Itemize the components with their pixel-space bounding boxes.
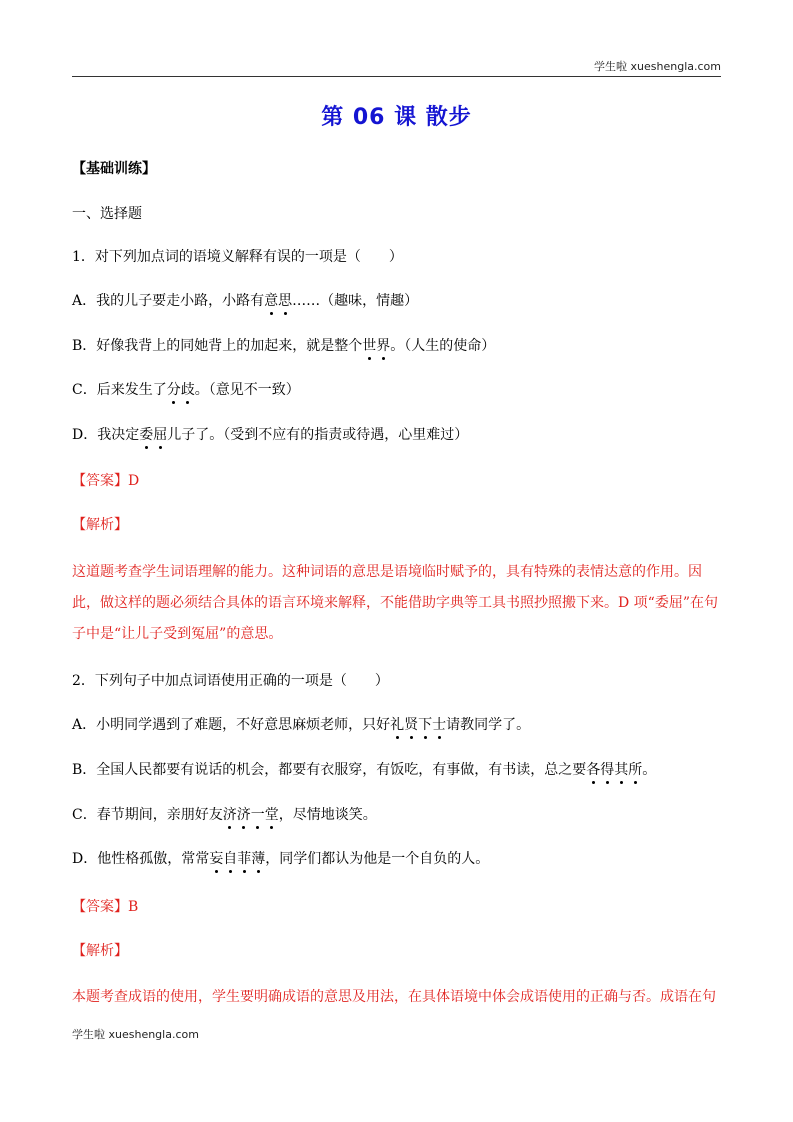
q1-analysis: 这道题考查学生词语理解的能力。这种词语的意思是语境临时赋予的，具有特殊的表情达意的作用。因此，做这样的题必须结合具体的语言环境来解释，不能借助字典等工具书照抄照搬下来。D 项“委屈”在句子中是“让儿子受到冤屈”的意思。 — [72, 564, 718, 642]
q2-d-pre: D．他性格孤傲，常常 — [72, 851, 210, 867]
q1-a-post: ……（趣味，情趣） — [292, 293, 419, 309]
dotted-char: 菲 — [237, 851, 252, 867]
header-site: 学生啦 xueshengla.com — [594, 60, 721, 73]
dotted-char: 委 — [139, 427, 154, 443]
dotted-char: 得 — [600, 762, 615, 778]
dotted-char: 薄 — [251, 851, 266, 867]
q2-option-a — [72, 716, 530, 734]
dotted-char: 意 — [264, 293, 279, 309]
dotted-char: 思 — [278, 293, 293, 309]
footer-site: 学生啦 xueshengla.com — [72, 1028, 199, 1041]
q1-c-pre: C．后来发生了 — [72, 382, 167, 398]
q1-d-post: 儿子了。（受到不应有的指责或待遇，心里难过） — [167, 427, 469, 443]
dotted-char: 其 — [614, 762, 629, 778]
dotted-char: 界 — [376, 338, 391, 354]
q2-c-post: ，尽情地谈笑。 — [278, 807, 377, 823]
q1-option-a — [72, 292, 418, 310]
section-heading: 【基础训练】 — [72, 161, 156, 177]
question-type: 一、选择题 — [72, 206, 142, 222]
q1-stem: 1．对下列加点词的语境义解释有误的一项是（ ） — [72, 249, 403, 265]
q1-b-post: 。（人生的使命） — [390, 338, 496, 354]
q2-b-post: 。 — [642, 762, 657, 778]
dotted-char: 歧 — [180, 382, 195, 398]
q1-option-b — [72, 337, 495, 355]
dotted-char: 下 — [418, 717, 433, 733]
dotted-char: 世 — [362, 338, 377, 354]
dotted-char: 一 — [250, 807, 265, 823]
dotted-char: 屈 — [153, 427, 168, 443]
q1-analysis-label: 【解析】 — [72, 517, 128, 533]
q1-option-d — [72, 426, 468, 444]
q2-d-post: ，同学们都认为他是一个自负的人。 — [265, 851, 490, 867]
page-title: 第 06 课 散步 — [321, 105, 472, 130]
header-divider — [72, 76, 721, 77]
q2-analysis: 本题考查成语的使用，学生要明确成语的意思及用法，在具体语境中体会成语使用的正确与否。成语在句 — [72, 989, 716, 1005]
dotted-char: 士 — [432, 717, 447, 733]
q1-d-pre: D．我决定 — [72, 427, 140, 443]
q2-a-post: 请教同学了。 — [446, 717, 531, 733]
q2-option-b — [72, 761, 656, 779]
dotted-char: 堂 — [264, 807, 279, 823]
dotted-char: 自 — [223, 851, 238, 867]
q2-answer: 【答案】B — [72, 899, 139, 915]
dotted-char: 妄 — [209, 851, 224, 867]
q1-a-pre: A．我的儿子要走小路，小路有 — [72, 293, 265, 309]
q1-option-c — [72, 381, 300, 399]
q2-option-d — [72, 850, 489, 868]
dotted-char: 各 — [586, 762, 601, 778]
dotted-char: 贤 — [404, 717, 419, 733]
q1-answer: 【答案】D — [72, 473, 140, 489]
q2-b-pre: B．全国人民都要有说话的机会，都要有衣服穿，有饭吃，有事做，有书读，总之要 — [72, 762, 587, 778]
q2-c-pre: C．春节期间，亲朋好友 — [72, 807, 223, 823]
q2-analysis-label: 【解析】 — [72, 943, 128, 959]
q1-c-post: 。（意见不一致） — [194, 382, 300, 398]
q1-b-pre: B．好像我背上的同她背上的加起来，就是整个 — [72, 338, 363, 354]
dotted-char: 所 — [628, 762, 643, 778]
dotted-char: 济 — [236, 807, 251, 823]
q2-option-c — [72, 806, 377, 824]
dotted-char: 济 — [222, 807, 237, 823]
dotted-char: 分 — [166, 382, 181, 398]
q2-stem: 2．下列句子中加点词语使用正确的一项是（ ） — [72, 673, 389, 689]
q2-a-pre: A．小明同学遇到了难题，不好意思麻烦老师，只好 — [72, 717, 391, 733]
dotted-char: 礼 — [390, 717, 405, 733]
